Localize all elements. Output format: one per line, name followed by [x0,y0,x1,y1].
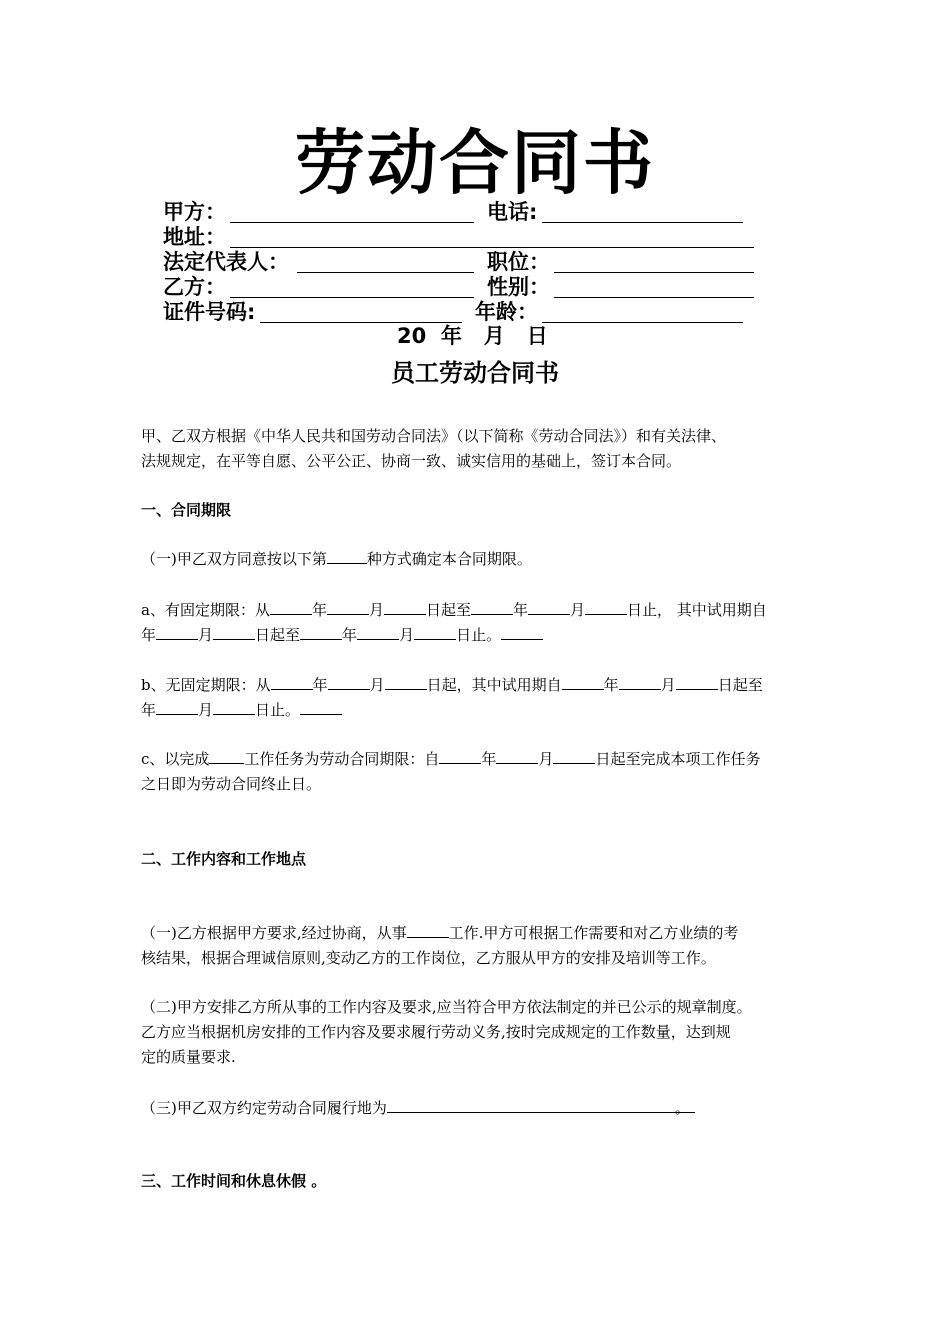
intro-line: 法规规定，在平等自愿、公平公正、协商一致、诚实信用的基础上，签订本合同。 [141,452,682,470]
text-run: （一)甲乙双方同意按以下第 [141,550,327,568]
blank-line [213,623,255,640]
blank-line [357,623,399,640]
text-run: 日起至完成本项工作任务 [595,750,761,768]
blank-line [271,673,313,690]
field-row-address [163,225,763,250]
text-run: 月 [198,701,214,719]
blank-line [209,747,244,764]
text-run: 年 [311,601,327,619]
blank-line [385,673,427,690]
blank-line [327,598,369,615]
phone-label: 电话: [487,200,538,224]
text-run: 月 [399,626,415,644]
text-run: 年 [513,601,529,619]
text-line: 定的质量要求. [141,1048,236,1066]
text-run: 日止， 其中试用期自 [627,601,767,619]
section-1-option-c [141,747,821,797]
blank-line [270,598,312,615]
legal-rep-blank [297,272,474,273]
section-1-heading: 一、合同期限 [141,501,232,519]
blank-line [439,747,481,764]
section-1-option-b [141,673,821,723]
text-line: （二)甲方安排乙方所从事的工作内容及要求,应当符合甲方依法制定的并已公示的规章制度。 [141,998,752,1016]
field-row-party-a [163,200,763,225]
main-title: 劳动合同书 [295,122,655,204]
party-a-blank [230,222,474,223]
text-run: 种方式确定本合同期限。 [366,550,532,568]
text-run: 月 [570,601,586,619]
text-line: 核结果，根据合理诚信原则,变动乙方的工作岗位，乙方服从甲方的安排及培训等工作。 [141,949,716,967]
text-run: 年 [312,676,328,694]
blank-line [300,698,342,715]
text-run: 月 [538,750,554,768]
blank-line [471,598,513,615]
address-blank [230,247,754,248]
section-2-p2 [141,995,821,1070]
section-2-heading: 二、工作内容和工作地点 [141,850,307,868]
blank-line [619,673,661,690]
phone-blank [542,222,743,223]
text-run: 年 [603,676,619,694]
blank-line [562,673,604,690]
date-line: 20 年 月 日 [397,324,548,348]
blank-line [553,747,595,764]
blank-line [676,673,718,690]
text-run-underlined: 。 [675,1096,695,1113]
section-1-p1 [141,547,821,572]
blank-line [300,623,342,640]
gender-blank [554,297,754,298]
gender-label: 性别： [487,275,550,299]
text-run: 月 [369,676,385,694]
text-line: 之日即为劳动合同终止日。 [141,775,322,793]
text-run: c、以完成 [141,750,210,768]
position-label: 职位： [487,250,550,274]
field-row-id [163,300,763,325]
position-blank [554,272,754,273]
text-run: 年 [141,626,157,644]
sub-title: 员工劳动合同书 [391,359,559,387]
age-blank [542,322,743,323]
blank-line [387,1096,675,1113]
text-run: 月 [368,601,384,619]
legal-rep-label: 法定代表人： [163,250,289,274]
text-run: 年 [141,701,157,719]
text-run: 日起至 [717,676,763,694]
blank-line [414,623,456,640]
blank-line [407,921,449,938]
section-2-p3 [141,1096,821,1121]
field-row-party-b [163,275,763,300]
section-2-p1 [141,921,821,971]
id-number-label: 证件号码: [163,300,256,324]
text-run: 工作任务为劳动合同期限：自 [244,750,440,768]
section-1-option-a [141,598,821,648]
blank-line [328,673,370,690]
blank-line [585,598,627,615]
text-run: 日起至 [425,601,471,619]
text-run: 日止。 [255,701,301,719]
text-run: （三)甲乙双方约定劳动合同履行地为 [141,1099,387,1117]
intro-line: 甲、乙双方根据《中华人民共和国劳动合同法》（以下简称《劳动合同法》）和有关法律、 [141,427,727,445]
party-a-label: 甲方： [163,200,226,224]
text-line: 乙方应当根据机房安排的工作内容及要求履行劳动义务,按时完成规定的工作数量，达到规 [141,1023,731,1041]
blank-line [496,747,538,764]
text-run: 日起至 [255,626,301,644]
text-run: （一)乙方根据甲方要求,经过协商，从事 [141,924,407,942]
blank-line [384,598,426,615]
blank-line [213,698,255,715]
blank-line [327,547,367,564]
blank-line [528,598,570,615]
text-run: 工作.甲方可根据工作需要和对乙方业绩的考 [448,924,739,942]
field-row-legal-rep [163,250,763,275]
section-3-heading: 三、工作时间和休息休假 。 [141,1172,327,1190]
party-b-label: 乙方： [163,275,226,299]
text-run: 月 [660,676,676,694]
text-run: 日起，其中试用期自 [426,676,562,694]
blank-line [156,698,198,715]
blank-line [156,623,198,640]
text-run: 年 [342,626,358,644]
text-run: 月 [198,626,214,644]
text-run: b、无固定期限：从 [141,676,271,694]
blank-line [501,623,543,640]
text-run: 日止。 [456,626,502,644]
text-run: 年 [481,750,497,768]
intro-paragraph [141,424,821,474]
age-label: 年龄： [475,300,538,324]
party-b-blank [230,297,474,298]
address-label: 地址： [163,225,226,249]
text-run: a、有固定期限：从 [141,601,270,619]
